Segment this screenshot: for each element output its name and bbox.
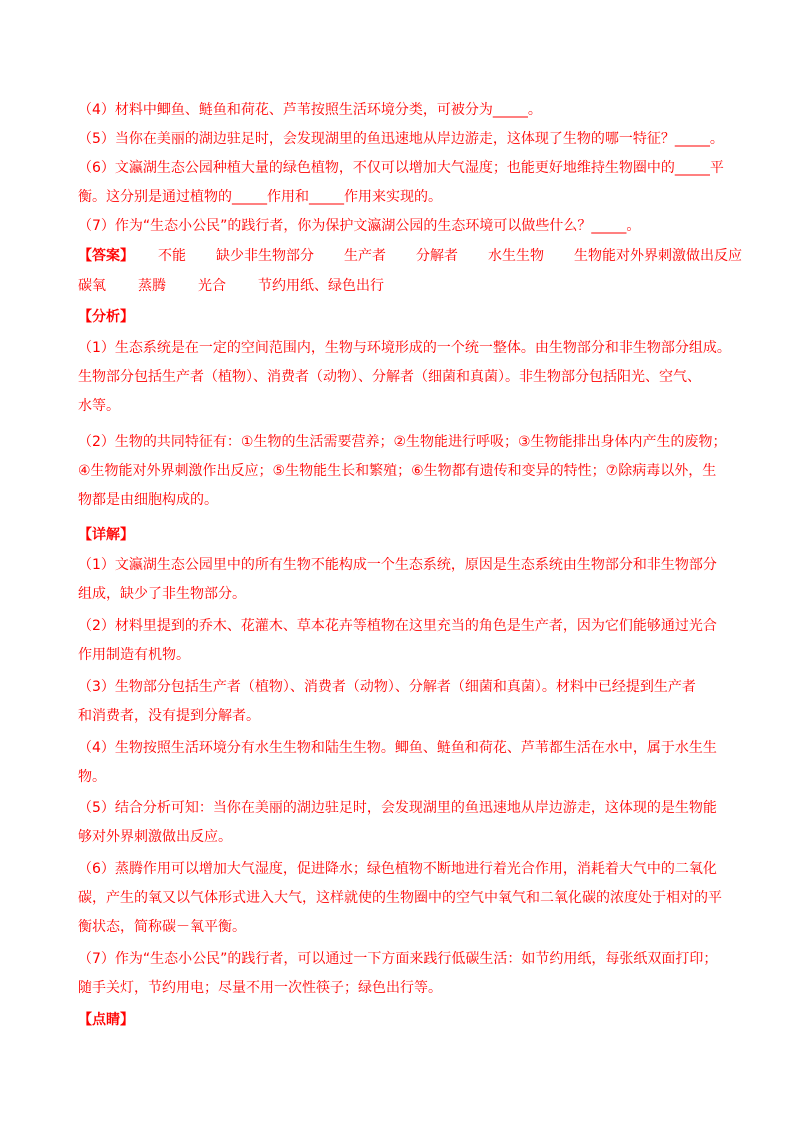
text-line: （1）生态系统是在一定的空间范围内，生物与环境形成的一个统一整体。由生物部分和非生物部分组成。	[78, 340, 731, 356]
answer-item: 生产者	[344, 248, 386, 264]
answer-item: 碳氧	[78, 278, 106, 294]
text-line: ④生物能对外界刺激作出反应；⑤生物能生长和繁殖；⑥生物都有遗传和变异的特性；⑦除病毒以外，生	[78, 463, 717, 479]
answer-item: 不能	[158, 248, 186, 264]
answer-item: 蒸腾	[138, 278, 166, 294]
analysis-point-1	[78, 334, 731, 421]
answer-row-2	[78, 272, 384, 301]
answer-item: 生物能对外界刺激做出反应	[574, 248, 742, 264]
answer-row-1	[78, 242, 742, 271]
text-line: （6）蒸腾作用可以增加大气湿度，促进降水；绿色植物不断地进行着光合作用，消耗着大气中的二氧化	[78, 861, 717, 877]
text-line: 作用制造有机物。	[78, 647, 190, 663]
text-line: 衡。这分别是通过植物的_____作用和_____作用来实现的。	[78, 189, 442, 205]
text-line: 生物部分包括生产者（植物）、消费者（动物）、分解者（细菌和真菌）。非生物部分包括阳光、空气、	[78, 369, 701, 385]
answer-tag: 【答案】	[78, 248, 134, 264]
detail-1	[78, 551, 728, 609]
text-line: 和消费者，没有提到分解者。	[78, 708, 260, 724]
analysis-point-2	[78, 428, 728, 515]
text-line: （1）文瀛湖生态公园里中的所有生物不能构成一个生态系统，原因是生态系统由生物部分和非生物部分	[78, 557, 717, 573]
analysis-heading	[78, 303, 728, 332]
text-line: 随手关灯，节约用电；尽量不用一次性筷子；绿色出行等。	[78, 980, 442, 996]
detail-3	[78, 673, 728, 731]
question-6	[78, 154, 728, 212]
question-5	[78, 125, 728, 154]
question-7	[78, 212, 728, 241]
answer-item: 缺少非生物部分	[216, 248, 314, 264]
answer-item: 节约用纸、绿色出行	[258, 278, 384, 294]
text-line: 水等。	[78, 398, 120, 414]
text-line: 物都是由细胞构成的。	[78, 492, 218, 508]
question-4	[78, 96, 728, 125]
text-line: （5）当你在美丽的湖边驻足时，会发现湖里的鱼迅速地从岸边游走，这体现了生物的哪一特征？_____。	[78, 131, 724, 147]
answer-item: 分解者	[416, 248, 458, 264]
section-tag: 【分析】	[78, 309, 134, 325]
text-line: （7）作为“生态小公民”的践行者，你为保护文瀛湖公园的生态环境可以做些什么？_____。	[78, 218, 641, 234]
text-line: 组成，缺少了非生物部分。	[78, 586, 246, 602]
text-line: （2）生物的共同特征有：①生物的生活需要营养；②生物能进行呼吸；③生物能排出身体内产生的废物；	[78, 434, 727, 450]
answer-item: 水生生物	[488, 248, 544, 264]
section-tag: 【详解】	[78, 527, 134, 543]
text-line: （4）材料中鲫鱼、鲢鱼和荷花、芦苇按照生活环境分类，可被分为_____。	[78, 102, 542, 118]
text-line: （6）文瀛湖生态公园种植大量的绿色植物，不仅可以增加大气湿度；也能更好地维持生物圈中的_____平	[78, 160, 724, 176]
detail-heading	[78, 521, 728, 550]
text-line: 衡状态，简称碳－氧平衡。	[78, 919, 246, 935]
text-line: （7）作为“生态小公民”的践行者，可以通过一下方面来践行低碳生活：如节约用纸，每张纸双面打印；	[78, 951, 718, 967]
comment-heading	[78, 1006, 728, 1035]
answer-item: 光合	[198, 278, 226, 294]
detail-5	[78, 794, 728, 852]
detail-7	[78, 945, 728, 1003]
text-line: 物。	[78, 769, 106, 785]
text-line: （3）生物部分包括生产者（植物）、消费者（动物）、分解者（细菌和真菌）。材料中已经提到生产者	[78, 679, 696, 695]
text-line: 够对外界刺激做出反应。	[78, 829, 232, 845]
text-line: 碳，产生的氧又以气体形式进入大气，这样就使的生物圈中的空气中氧气和二氧化碳的浓度处于相对的平	[78, 890, 722, 906]
text-line: （4）生物按照生活环境分有水生生物和陆生生物。鲫鱼、鲢鱼和荷花、芦苇都生活在水中，属于水生生	[78, 740, 717, 756]
detail-6	[78, 855, 728, 942]
detail-4	[78, 734, 728, 792]
detail-2	[78, 612, 728, 670]
text-line: （2）材料里提到的乔木、花灌木、草本花卉等植物在这里充当的角色是生产者，因为它们能够通过光合	[78, 618, 717, 634]
section-tag: 【点睛】	[78, 1012, 134, 1028]
text-line: （5）结合分析可知：当你在美丽的湖边驻足时，会发现湖里的鱼迅速地从岸边游走，这体现的是生物能	[78, 800, 717, 816]
